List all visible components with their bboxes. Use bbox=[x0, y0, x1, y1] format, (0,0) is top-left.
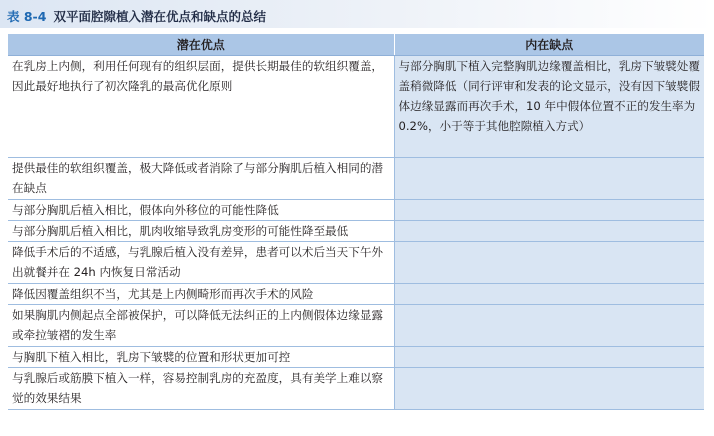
disadvantage-cell bbox=[394, 305, 704, 347]
header-disadvantages: 内在缺点 bbox=[394, 34, 704, 56]
table-row bbox=[8, 368, 704, 410]
advantage-cell: 与部分胸肌后植入相比，假体向外移位的可能性降低 bbox=[8, 200, 394, 221]
disadvantage-cell bbox=[394, 158, 704, 200]
table-row bbox=[8, 305, 704, 347]
advantage-cell: 提供最佳的软组织覆盖，极大降低或者消除了与部分胸肌后植入相同的潜在缺点 bbox=[8, 158, 394, 200]
table-row bbox=[8, 284, 704, 305]
advantage-cell: 降低因覆盖组织不当，尤其是上内侧畸形而再次手术的风险 bbox=[8, 284, 394, 305]
advantage-cell: 与胸肌下植入相比，乳房下皱襞的位置和形状更加可控 bbox=[8, 347, 394, 368]
table-row bbox=[8, 242, 704, 284]
table-row bbox=[8, 221, 704, 242]
disadvantage-cell bbox=[394, 221, 704, 242]
table-title: 双平面腔隙植入潜在优点和缺点的总结 bbox=[53, 9, 266, 24]
table-row bbox=[8, 347, 704, 368]
advantage-cell: 如果胸肌内侧起点全部被保护，可以降低无法纠正的上内侧假体边缘显露或牵拉皱褶的发生率 bbox=[8, 305, 394, 347]
disadvantage-cell bbox=[394, 200, 704, 221]
table-row bbox=[8, 56, 704, 158]
disadvantage-cell bbox=[394, 284, 704, 305]
advantage-cell: 降低手术后的不适感，与乳腺后植入没有差异，患者可以术后当天下午外出就餐并在 24h 内恢复日常活动 bbox=[8, 242, 394, 284]
advantage-cell: 与部分胸肌后植入相比，肌肉收缩导致乳房变形的可能性降至最低 bbox=[8, 221, 394, 242]
header-advantages: 潜在优点 bbox=[8, 34, 394, 56]
table-header-row bbox=[8, 34, 704, 56]
table-row bbox=[8, 200, 704, 221]
table-number: 表 8-4 bbox=[7, 9, 47, 24]
advantage-cell: 在乳房上内侧，利用任何现有的组织层面，提供长期最佳的软组织覆盖，因此最好地执行了初次隆乳的最高优化原则 bbox=[8, 56, 394, 158]
disadvantage-cell bbox=[394, 242, 704, 284]
table-caption bbox=[0, 0, 714, 28]
disadvantage-cell: 与部分胸肌下植入完整胸肌边缘覆盖相比，乳房下皱襞处覆盖稍微降低（同行评审和发表的论文显示，没有因下皱襞假体边缘显露而再次手术，10 年中假体位置不正的发生率为 0.2%，小于等于其他腔隙植入方式） bbox=[394, 56, 704, 158]
table-row bbox=[8, 158, 704, 200]
disadvantage-cell bbox=[394, 347, 704, 368]
advantage-cell: 与乳腺后或筋膜下植入一样，容易控制乳房的充盈度，具有美学上难以察觉的效果结果 bbox=[8, 368, 394, 410]
pros-cons-table bbox=[8, 34, 704, 410]
disadvantage-cell bbox=[394, 368, 704, 410]
